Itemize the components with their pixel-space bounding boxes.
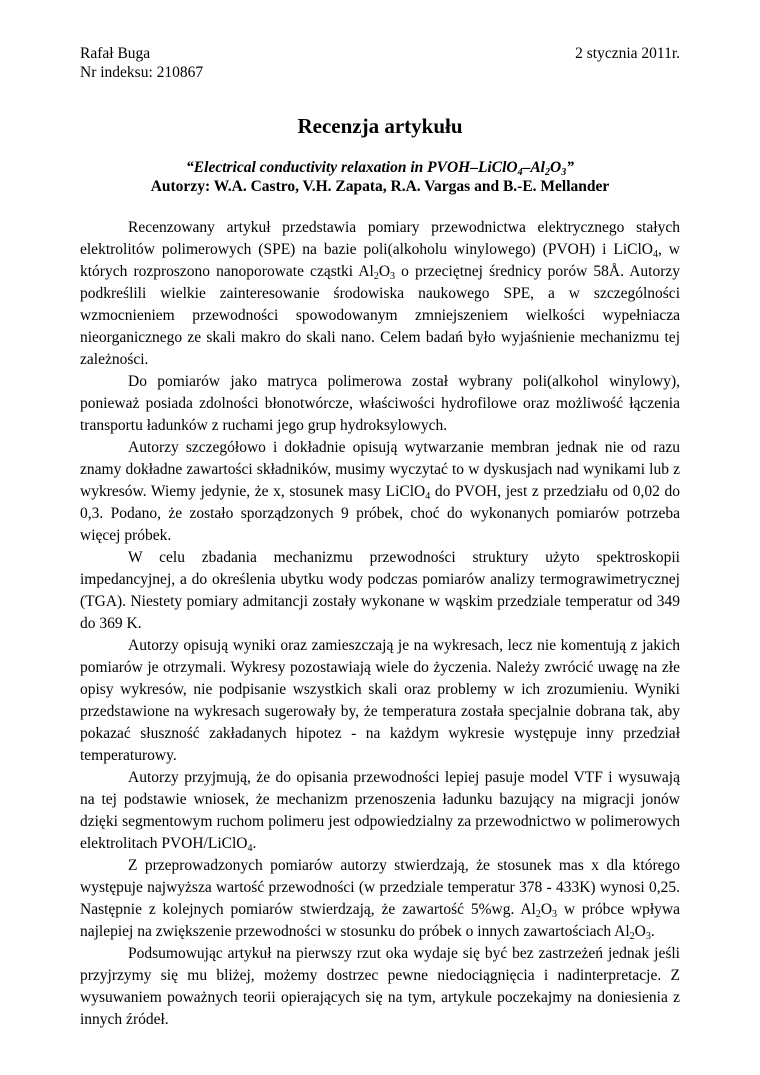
- document-date: 2 stycznia 2011r.: [575, 45, 680, 62]
- document-header: [80, 44, 680, 82]
- author-name: Rafał Buga: [80, 45, 151, 62]
- page-title: Recenzja artykułu: [297, 114, 463, 138]
- student-index: Nr indeksu: 210867: [80, 64, 204, 81]
- article-authors: Autorzy: W.A. Castro, V.H. Zapata, R.A. Vargas and B.-E. Mellander: [150, 178, 610, 195]
- paragraph-3: Autorzy szczegółowo i dokładnie opisują wytwarzanie membran jednak nie od razu znamy dokładne zawartości składników, musimy wyczytać to w dyskusjach nad wynikami lub z wykresów. Wiemy jedynie, że x, stosunek masy LiClO$_4$ do PVOH, jest z przedziału od 0,02 do 0,3. Podano, że zostało sporządzonych 9 próbek, choć do wykonanych pomiarów potrzeba więcej próbek.: [80, 439, 680, 544]
- paragraph-4: W celu zbadania mechanizmu przewodności struktury użyto spektroskopii impedancyjnej, a do określenia ubytku wody podczas pomiarów analizy termograwimetrycznej (TGA). Niestety pomiary admitancji zostały wykonane w wąskim przedziale temperatur od 349 do 369 K.: [80, 549, 680, 632]
- article-title: “Electrical conductivity relaxation in PVOH–$LiClO_4-Al_2O_3$”: [186, 159, 574, 178]
- paragraph-5: Autorzy opisują wyniki oraz zamieszczają je na wykresach, lecz nie komentują z jakich pomiarów je otrzymali. Wykresy pozostawiają wiele do życzenia. Należy zwrócić uwagę na złe opisy wykresów, nie podpisanie wszystkich skali oraz problemy w ich zrozumieniu. Wyniki przedstawione na wykresach sugerowały by, że temperatura została specjalnie dobrana tak, aby pokazać słuszność zakładanych hipotez - na każdym wykresie występuje inny przedział temperaturowy.: [80, 637, 680, 764]
- document-page: [80, 44, 680, 1031]
- article-info: [80, 158, 680, 196]
- paragraph-8: Podsumowując artykuł na pierwszy rzut oka wydaje się być bez zastrzeżeń jednak jeśli przyjrzymy się mu bliżej, możemy dostrzec pewne niedociągnięcia i nadinterpretacje. Z wysuwaniem poważnych teorii opierających się na tym, artykule poczekajmy na doniesienia z innych źródeł.: [80, 945, 680, 1028]
- paragraph-6: Autorzy przyjmują, że do opisania przewodności lepiej pasuje model VTF i wysuwają na tej podstawie wniosek, że mechanizm przenoszenia ładunku bazujący na migracji jonów dzięki segmentowym ruchom polimeru jest odpowiedzialny za przewodnictwo w polimerowych elektrolitach PVOH/LiClO$_4$.: [80, 769, 680, 854]
- paragraph-1: Recenzowany artykuł przedstawia pomiary przewodnictwa elektrycznego stałych elektrolitów polimerowych (SPE) na bazie poli(alkoholu winylowego) (PVOH) i LiClO$_4$, w których rozproszono nanoporowate cząstki $Al_2O_3$ o przeciętnej średnicy porów 58Å. Autorzy podkreślili wielkie zainteresowanie środowiska naukowego SPE, a w szczególności wzmocnieniem przewodności spowodowanym zmniejszeniem wielkości wypełniacza nieorganicznego ze skali makro do skali nano. Celem badań było wyjaśnienie mechanizmu tej zależności.: [80, 219, 680, 368]
- paragraph-2: Do pomiarów jako matryca polimerowa został wybrany poli(alkohol winylowy), ponieważ posiada zdolności błonotwórcze, właściwości hydrofilowe oraz możliwość łączenia transportu ładunków z ruchami jego grup hydroksylowych.: [80, 373, 680, 434]
- author-block: [80, 44, 203, 82]
- review-body: [80, 217, 680, 1031]
- paragraph-7: Z przeprowadzonych pomiarów autorzy stwierdzają, że stosunek mas x dla którego występuje najwyższa wartość przewodności (w przedziale temperatur 378 - 433K) wynosi 0,25. Następnie z kolejnych pomiarów stwierdzają, że zawartość 5%wg. $Al_2O_3$ w próbce wpływa najlepiej na zwiększenie przewodności w stosunku do próbek o innych zawartościach $Al_2O_3$.: [80, 857, 680, 942]
